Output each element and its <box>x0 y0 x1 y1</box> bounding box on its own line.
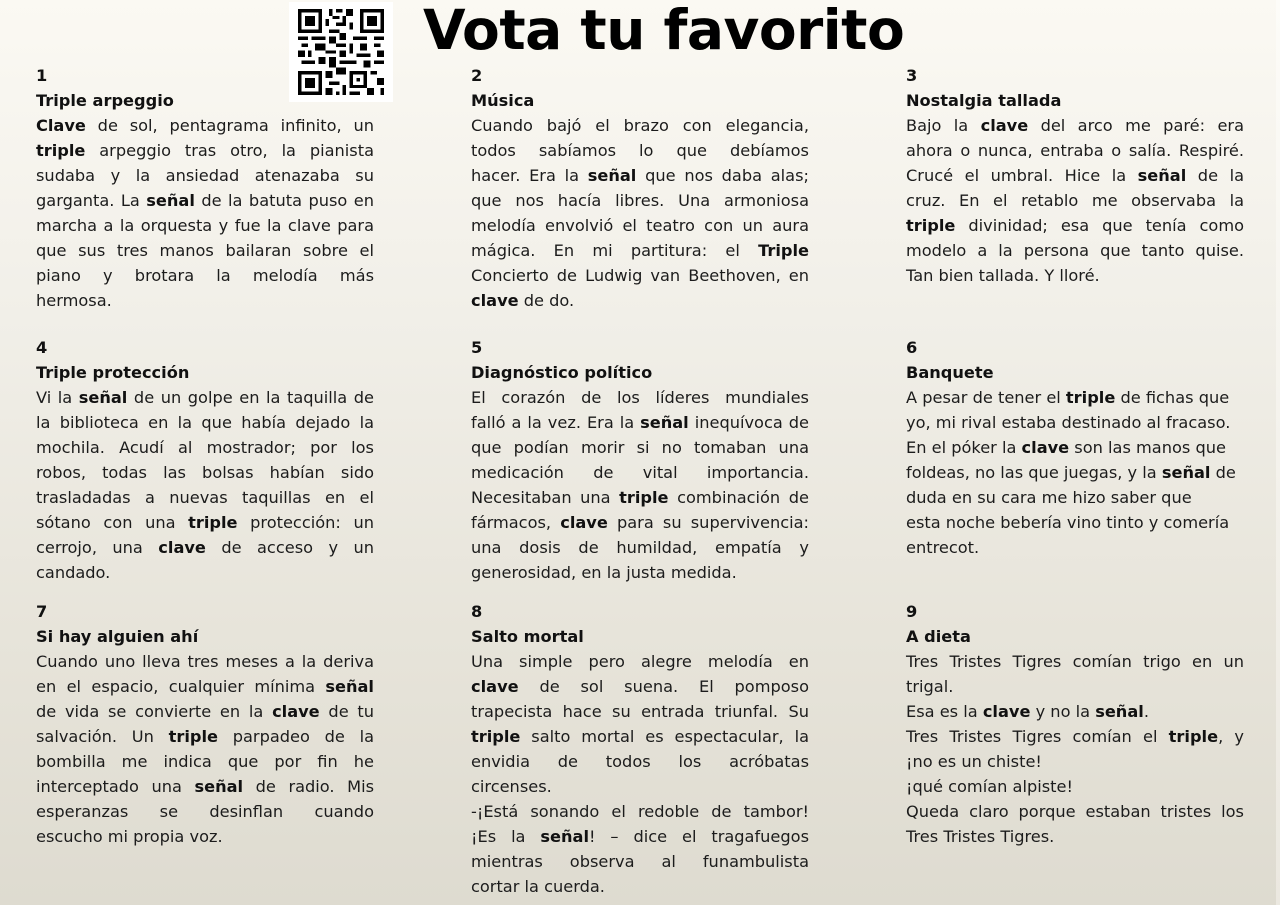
story-body <box>471 113 809 313</box>
text-run: Bajo la <box>906 116 981 135</box>
text-run: salvación. Un <box>36 727 169 746</box>
story-line <box>36 263 374 288</box>
story-body <box>471 385 809 585</box>
text-run: de vida se convierte en la <box>36 702 273 721</box>
text-run: envidia de todos los acróbatas <box>471 752 809 771</box>
text-run: Queda claro porque estaban tristes los <box>906 802 1244 821</box>
keyword: señal <box>540 827 590 846</box>
text-run: Esa es la <box>906 702 983 721</box>
story-line <box>471 649 809 674</box>
text-run: Tres Tristes Tigres comían el <box>906 727 1169 746</box>
story-line <box>906 535 1244 560</box>
text-run: que sus tres manos bailaran sobre el <box>36 241 374 260</box>
text-run: esta noche bebería vino tinto y comería <box>906 513 1230 532</box>
text-run: Cuando bajó el brazo con elegancia, <box>471 116 809 135</box>
story-title: Música <box>471 91 535 110</box>
story-line <box>906 188 1244 213</box>
text-run: modelo a la persona que tanto quise. <box>906 241 1244 260</box>
text-run: la biblioteca en la que había dejado la <box>36 413 374 432</box>
keyword: clave <box>560 513 608 532</box>
story-line <box>471 749 809 774</box>
text-run: Una simple pero alegre melodía en <box>471 652 809 671</box>
text-run: Vi la <box>36 388 79 407</box>
story-line <box>906 138 1244 163</box>
text-run: ahora o nunca, entraba o salía. Respiré. <box>906 141 1244 160</box>
story-line <box>471 774 809 799</box>
story-line <box>36 510 374 535</box>
story-line <box>36 188 374 213</box>
text-run: trasladadas a nuevas taquillas en el <box>36 488 374 507</box>
text-run: melodía envolvió el teatro con un aura <box>471 216 809 235</box>
story-line <box>36 724 374 749</box>
story-number: 4 <box>36 338 48 357</box>
text-run: -¡Está sonando el redoble de tambor! <box>471 802 809 821</box>
keyword: triple <box>36 141 86 160</box>
story-line <box>36 138 374 163</box>
story-line <box>471 288 809 313</box>
story-line <box>36 649 374 674</box>
text-run: de tu <box>319 702 374 721</box>
text-run: en el espacio, cualquier mínima <box>36 677 326 696</box>
text-run: generosidad, en la justa medida. <box>471 563 737 582</box>
keyword: clave <box>158 538 206 557</box>
story-line <box>36 799 374 824</box>
story-line <box>471 213 809 238</box>
story-line <box>471 163 809 188</box>
story-card-1 <box>36 63 374 313</box>
text-run: . <box>1143 702 1149 721</box>
text-run: yo, mi rival estaba destinado al fracaso. <box>906 413 1231 432</box>
keyword: triple <box>168 727 218 746</box>
keyword: clave <box>980 116 1029 135</box>
text-run: de sol, pentagrama infinito, un <box>85 116 374 135</box>
story-body <box>36 649 374 849</box>
keyword: Triple <box>758 241 809 260</box>
story-line <box>471 510 809 535</box>
story-line <box>471 560 809 585</box>
keyword: señal <box>1137 166 1187 185</box>
story-line <box>36 113 374 138</box>
story-line <box>36 560 374 585</box>
story-line <box>471 849 809 874</box>
story-line <box>471 238 809 263</box>
text-run: divinidad; esa que tenía como <box>955 216 1244 235</box>
story-title: Si hay alguien ahí <box>36 627 199 646</box>
story-card-3 <box>906 63 1244 288</box>
text-run: salto mortal es espectacular, la <box>520 727 809 746</box>
story-number: 5 <box>471 338 483 357</box>
keyword: señal <box>640 413 689 432</box>
story-line <box>36 288 374 313</box>
story-line <box>906 824 1244 849</box>
text-run: protección: un <box>237 513 374 532</box>
text-run: que nos daba alas; <box>636 166 809 185</box>
keyword: señal <box>1095 702 1144 721</box>
keyword: clave <box>471 291 519 310</box>
text-run: Concierto de Ludwig van Beethoven, en <box>471 266 809 285</box>
keyword: triple <box>619 488 669 507</box>
story-body <box>36 385 374 585</box>
story-line <box>36 435 374 460</box>
story-line <box>906 213 1244 238</box>
story-title: Triple arpeggio <box>36 91 174 110</box>
text-run: y no la <box>1030 702 1096 721</box>
story-line <box>906 263 1244 288</box>
page-title: Vota tu favorito <box>423 0 905 62</box>
story-line <box>906 410 1244 435</box>
story-card-8 <box>471 599 809 899</box>
story-line <box>906 460 1244 485</box>
text-run: de la batuta puso en <box>194 191 374 210</box>
story-title: Nostalgia tallada <box>906 91 1062 110</box>
story-line <box>906 674 1244 699</box>
story-line <box>906 774 1244 799</box>
story-line <box>471 799 809 824</box>
text-run: Cuando uno lleva tres meses a la deriva <box>36 652 374 671</box>
keyword: clave <box>1021 438 1070 457</box>
text-run: garganta. La <box>36 191 147 210</box>
text-run: cerrojo, una <box>36 538 159 557</box>
story-line <box>906 649 1244 674</box>
text-run: Crucé el umbral. Hice la <box>906 166 1138 185</box>
text-run: , y <box>1218 727 1245 746</box>
story-line <box>906 749 1244 774</box>
keyword: señal <box>1161 463 1211 482</box>
text-run: fármacos, <box>471 513 561 532</box>
keyword: clave <box>272 702 320 721</box>
story-line <box>906 385 1244 410</box>
story-line <box>906 485 1244 510</box>
keyword: Clave <box>36 116 86 135</box>
text-run: ¡qué comían alpiste! <box>906 777 1073 796</box>
keyword: triple <box>906 216 956 235</box>
text-run: de sol suena. El pomposo <box>518 677 809 696</box>
text-run: de un golpe en la taquilla de <box>127 388 374 407</box>
text-run: parpadeo de la <box>218 727 374 746</box>
text-run: candado. <box>36 563 111 582</box>
text-run: de do. <box>518 291 575 310</box>
story-line <box>36 163 374 188</box>
text-run: ¡Es la <box>471 827 541 846</box>
story-line <box>471 138 809 163</box>
text-run: trigal. <box>906 677 954 696</box>
story-line <box>906 724 1244 749</box>
text-run: entrecot. <box>906 538 980 557</box>
story-title: Diagnóstico político <box>471 363 653 382</box>
story-number: 7 <box>36 602 48 621</box>
story-number: 9 <box>906 602 918 621</box>
story-card-5 <box>471 335 809 585</box>
story-line <box>471 460 809 485</box>
story-line <box>906 699 1244 724</box>
text-run: cruz. En el retablo me observaba la <box>906 191 1244 210</box>
story-line <box>471 674 809 699</box>
text-run: marcha a la orquesta y fue la clave para <box>36 216 374 235</box>
text-run: una dosis de humildad, empatía y <box>471 538 809 557</box>
story-line <box>471 724 809 749</box>
story-line <box>36 674 374 699</box>
text-run: Tres Tristes Tigres comían trigo en un <box>906 652 1244 671</box>
keyword: señal <box>325 677 374 696</box>
text-run: hacer. Era la <box>471 166 588 185</box>
story-title: Salto mortal <box>471 627 584 646</box>
story-line <box>471 263 809 288</box>
text-run: sudaba y la ansiedad atenazaba su <box>36 166 374 185</box>
story-title: Banquete <box>906 363 994 382</box>
text-run: de acceso y un <box>205 538 374 557</box>
story-line <box>906 799 1244 824</box>
text-run: mientras observa al funambulista <box>471 852 809 871</box>
text-run: ¡no es un chiste! <box>906 752 1042 771</box>
story-line <box>906 238 1244 263</box>
text-run: Necesitaban una <box>471 488 620 507</box>
keyword: triple <box>1168 727 1219 746</box>
text-run: El corazón de los líderes mundiales <box>471 388 809 407</box>
page-edge <box>1276 0 1280 905</box>
story-body <box>906 113 1244 288</box>
story-line <box>36 213 374 238</box>
keyword: señal <box>194 777 244 796</box>
text-run: mochila. Acudí al mostrador; por los <box>36 438 374 457</box>
text-run: Tres Tristes Tigres. <box>906 827 1055 846</box>
text-run: falló a la vez. Era la <box>471 413 641 432</box>
story-card-7 <box>36 599 374 849</box>
story-line <box>906 113 1244 138</box>
story-card-2 <box>471 63 809 313</box>
text-run: robos, todas las bolsas habían sido <box>36 463 374 482</box>
story-body <box>36 113 374 313</box>
text-run: del arco me paré: era <box>1028 116 1244 135</box>
keyword: señal <box>587 166 637 185</box>
keyword: triple <box>188 513 238 532</box>
text-run: de radio. Mis <box>243 777 374 796</box>
keyword: clave <box>982 702 1031 721</box>
story-line <box>36 238 374 263</box>
story-body <box>471 649 809 899</box>
story-number: 3 <box>906 66 918 85</box>
keyword: triple <box>1065 388 1116 407</box>
text-run: hermosa. <box>36 291 112 310</box>
story-line <box>36 699 374 724</box>
story-line <box>471 385 809 410</box>
story-line <box>471 113 809 138</box>
text-run: combinación de <box>668 488 809 507</box>
story-line <box>906 510 1244 535</box>
story-line <box>906 163 1244 188</box>
story-line <box>36 749 374 774</box>
story-body <box>906 649 1244 849</box>
story-line <box>36 485 374 510</box>
story-line <box>471 188 809 213</box>
story-line <box>36 410 374 435</box>
text-run: que podían morir si no tomaban una <box>471 438 809 457</box>
story-line <box>906 435 1244 460</box>
text-run: circenses. <box>471 777 552 796</box>
text-run: de fichas que <box>1115 388 1230 407</box>
text-run: bombilla me indica que por fin he <box>36 752 374 771</box>
text-run: que nos hacía libres. Una armoniosa <box>471 191 809 210</box>
text-run: En el póker la <box>906 438 1022 457</box>
text-run: Tan bien tallada. Y lloré. <box>906 266 1100 285</box>
text-run: cortar la cuerda. <box>471 877 605 896</box>
story-line <box>471 535 809 560</box>
story-number: 6 <box>906 338 918 357</box>
text-run: de <box>1210 463 1236 482</box>
text-run: sótano con una <box>36 513 189 532</box>
keyword: clave <box>471 677 519 696</box>
keyword: triple <box>471 727 521 746</box>
story-line <box>471 485 809 510</box>
keyword: señal <box>78 388 128 407</box>
text-run: ! – dice el tragafuegos <box>589 827 810 846</box>
text-run: A pesar de tener el <box>906 388 1066 407</box>
story-number: 8 <box>471 602 483 621</box>
text-run: todos sabíamos lo que debíamos <box>471 141 809 160</box>
story-line <box>471 410 809 435</box>
story-line <box>471 699 809 724</box>
story-line <box>471 874 809 899</box>
story-title: A dieta <box>906 627 971 646</box>
text-run: escucho mi propia voz. <box>36 827 223 846</box>
story-line <box>36 824 374 849</box>
story-line <box>36 460 374 485</box>
text-run: duda en su cara me hizo saber que <box>906 488 1192 507</box>
text-run: esperanzas se desinflan cuando <box>36 802 374 821</box>
story-number: 2 <box>471 66 483 85</box>
text-run: para su supervivencia: <box>607 513 809 532</box>
story-card-9 <box>906 599 1244 849</box>
text-run: de la <box>1186 166 1244 185</box>
story-number: 1 <box>36 66 48 85</box>
story-line <box>36 385 374 410</box>
story-line <box>471 435 809 460</box>
text-run: piano y brotara la melodía más <box>36 266 374 285</box>
text-run: interceptado una <box>36 777 195 796</box>
text-run: son las manos que <box>1069 438 1226 457</box>
keyword: señal <box>146 191 195 210</box>
text-run: mágica. En mi partitura: el <box>471 241 759 260</box>
story-card-4 <box>36 335 374 585</box>
text-run: inequívoca de <box>688 413 809 432</box>
story-line <box>471 824 809 849</box>
text-run: arpeggio tras otro, la pianista <box>85 141 374 160</box>
text-run: foldeas, no las que juegas, y la <box>906 463 1162 482</box>
story-line <box>36 535 374 560</box>
text-run: trapecista hace su entrada triunfal. Su <box>471 702 809 721</box>
story-title: Triple protección <box>36 363 190 382</box>
story-body <box>906 385 1244 560</box>
text-run: medicación de vital importancia. <box>471 463 809 482</box>
story-line <box>36 774 374 799</box>
story-card-6 <box>906 335 1244 560</box>
